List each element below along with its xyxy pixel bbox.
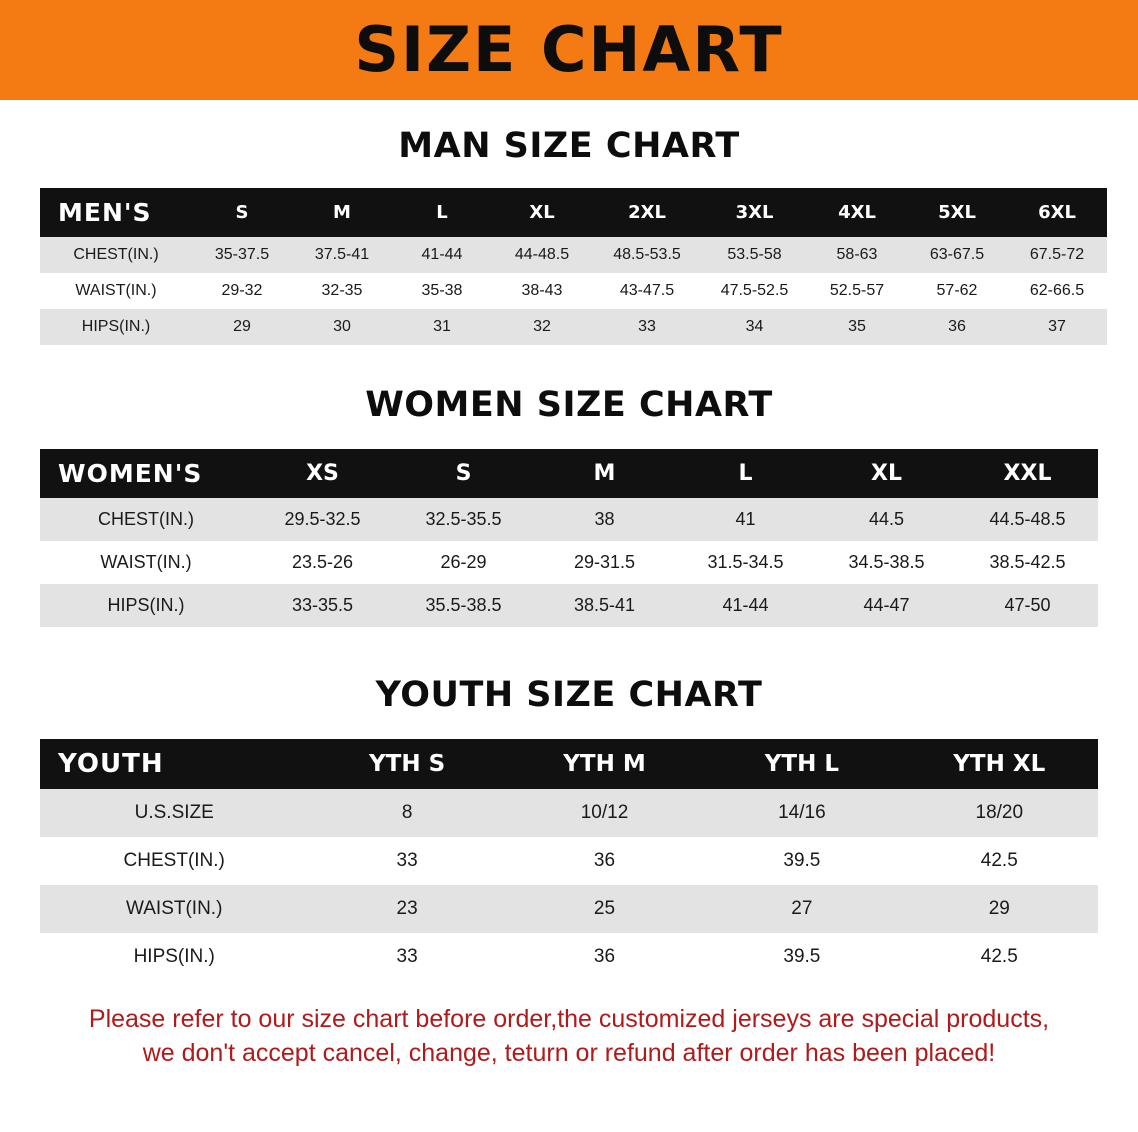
man-cell-1-5: 47.5-52.5 [702,273,807,309]
table-row [40,541,1098,584]
women-row-label-0: CHEST(IN.) [40,498,252,541]
page-title: SIZE CHART [354,13,784,86]
women-cell-0-2: 38 [534,498,675,541]
women-cell-0-3: 41 [675,498,816,541]
youth-table-header-row [40,739,1098,789]
man-header-cell-1: S [192,188,292,237]
man-header-cell-5: 2XL [592,188,702,237]
women-cell-0-5: 44.5-48.5 [957,498,1098,541]
man-header-cell-3: L [392,188,492,237]
table-row [40,933,1098,981]
women-header-cell-2: S [393,449,534,498]
man-cell-2-8: 37 [1007,309,1107,345]
man-cell-0-4: 48.5-53.5 [592,237,702,273]
man-size-table [40,188,1107,345]
women-cell-0-1: 32.5-35.5 [393,498,534,541]
youth-cell-1-2: 39.5 [703,837,900,885]
women-cell-1-4: 34.5-38.5 [816,541,957,584]
women-cell-1-0: 23.5-26 [252,541,393,584]
women-header-cell-5: XL [816,449,957,498]
table-row [40,885,1098,933]
women-row-label-1: WAIST(IN.) [40,541,252,584]
youth-cell-2-3: 29 [901,885,1098,933]
man-cell-2-6: 35 [807,309,907,345]
youth-row-label-0: U.S.SIZE [40,789,308,837]
man-cell-1-4: 43-47.5 [592,273,702,309]
youth-section-title: YOUTH SIZE CHART [375,675,763,715]
man-cell-0-7: 63-67.5 [907,237,1007,273]
man-cell-1-3: 38-43 [492,273,592,309]
man-cell-1-2: 35-38 [392,273,492,309]
youth-header-cell-3: YTH L [703,739,900,789]
man-cell-1-1: 32-35 [292,273,392,309]
youth-cell-3-0: 33 [308,933,505,981]
women-cell-1-3: 31.5-34.5 [675,541,816,584]
women-section-title: WOMEN SIZE CHART [365,385,773,425]
women-cell-2-4: 44-47 [816,584,957,627]
man-cell-2-5: 34 [702,309,807,345]
women-cell-2-3: 41-44 [675,584,816,627]
youth-cell-2-2: 27 [703,885,900,933]
youth-cell-1-0: 33 [308,837,505,885]
youth-cell-0-3: 18/20 [901,789,1098,837]
man-header-cell-8: 5XL [907,188,1007,237]
youth-header-cell-4: YTH XL [901,739,1098,789]
women-cell-2-1: 35.5-38.5 [393,584,534,627]
women-cell-1-1: 26-29 [393,541,534,584]
man-header-cell-0: MEN'S [40,188,192,237]
table-row [40,584,1098,627]
man-cell-0-0: 35-37.5 [192,237,292,273]
man-table-wrapper [40,188,1098,345]
women-header-cell-3: M [534,449,675,498]
man-cell-1-8: 62-66.5 [1007,273,1107,309]
man-cell-0-8: 67.5-72 [1007,237,1107,273]
women-table-header-row [40,449,1098,498]
man-header-cell-7: 4XL [807,188,907,237]
women-header-cell-0: WOMEN'S [40,449,252,498]
man-cell-1-0: 29-32 [192,273,292,309]
women-cell-2-0: 33-35.5 [252,584,393,627]
youth-cell-2-1: 25 [506,885,703,933]
table-row [40,837,1098,885]
youth-header-cell-0: YOUTH [40,739,308,789]
man-cell-1-6: 52.5-57 [807,273,907,309]
man-row-label-2: HIPS(IN.) [40,309,192,345]
disclaimer-line-2: we don't accept cancel, change, teturn or refund after order has been placed! [142,1038,996,1067]
man-header-cell-6: 3XL [702,188,807,237]
youth-cell-1-1: 36 [506,837,703,885]
table-row [40,498,1098,541]
man-cell-0-6: 58-63 [807,237,907,273]
man-cell-2-3: 32 [492,309,592,345]
women-row-label-2: HIPS(IN.) [40,584,252,627]
man-table-header-row [40,188,1107,237]
man-header-cell-2: M [292,188,392,237]
women-header-cell-1: XS [252,449,393,498]
youth-cell-1-3: 42.5 [901,837,1098,885]
man-row-label-0: CHEST(IN.) [40,237,192,273]
disclaimer-line-1: Please refer to our size chart before order,the customized jerseys are special products, [88,1005,1050,1033]
table-row [40,273,1107,309]
women-cell-2-2: 38.5-41 [534,584,675,627]
man-section-title: MAN SIZE CHART [398,126,740,166]
women-size-table [40,449,1098,627]
youth-cell-3-1: 36 [506,933,703,981]
man-cell-2-1: 30 [292,309,392,345]
youth-table-wrapper [40,739,1098,981]
youth-header-cell-2: YTH M [506,739,703,789]
man-header-cell-4: XL [492,188,592,237]
man-cell-0-1: 37.5-41 [292,237,392,273]
youth-cell-0-1: 10/12 [506,789,703,837]
table-row [40,789,1098,837]
table-row [40,237,1107,273]
youth-row-label-2: WAIST(IN.) [40,885,308,933]
youth-cell-3-2: 39.5 [703,933,900,981]
youth-size-table [40,739,1098,981]
women-cell-2-5: 47-50 [957,584,1098,627]
disclaimer-note [69,1003,1069,1071]
women-cell-0-4: 44.5 [816,498,957,541]
youth-row-label-3: HIPS(IN.) [40,933,308,981]
youth-cell-0-0: 8 [308,789,505,837]
page-banner [0,0,1138,100]
man-header-cell-9: 6XL [1007,188,1107,237]
women-cell-1-5: 38.5-42.5 [957,541,1098,584]
man-row-label-1: WAIST(IN.) [40,273,192,309]
man-cell-1-7: 57-62 [907,273,1007,309]
youth-row-label-1: CHEST(IN.) [40,837,308,885]
women-header-cell-4: L [675,449,816,498]
youth-cell-2-0: 23 [308,885,505,933]
youth-cell-0-2: 14/16 [703,789,900,837]
youth-cell-3-3: 42.5 [901,933,1098,981]
man-cell-2-4: 33 [592,309,702,345]
women-cell-1-2: 29-31.5 [534,541,675,584]
man-cell-2-0: 29 [192,309,292,345]
table-row [40,309,1107,345]
women-cell-0-0: 29.5-32.5 [252,498,393,541]
man-cell-2-2: 31 [392,309,492,345]
man-cell-2-7: 36 [907,309,1007,345]
man-cell-0-3: 44-48.5 [492,237,592,273]
women-header-cell-6: XXL [957,449,1098,498]
man-cell-0-2: 41-44 [392,237,492,273]
youth-header-cell-1: YTH S [308,739,505,789]
man-cell-0-5: 53.5-58 [702,237,807,273]
women-table-wrapper [40,449,1098,627]
